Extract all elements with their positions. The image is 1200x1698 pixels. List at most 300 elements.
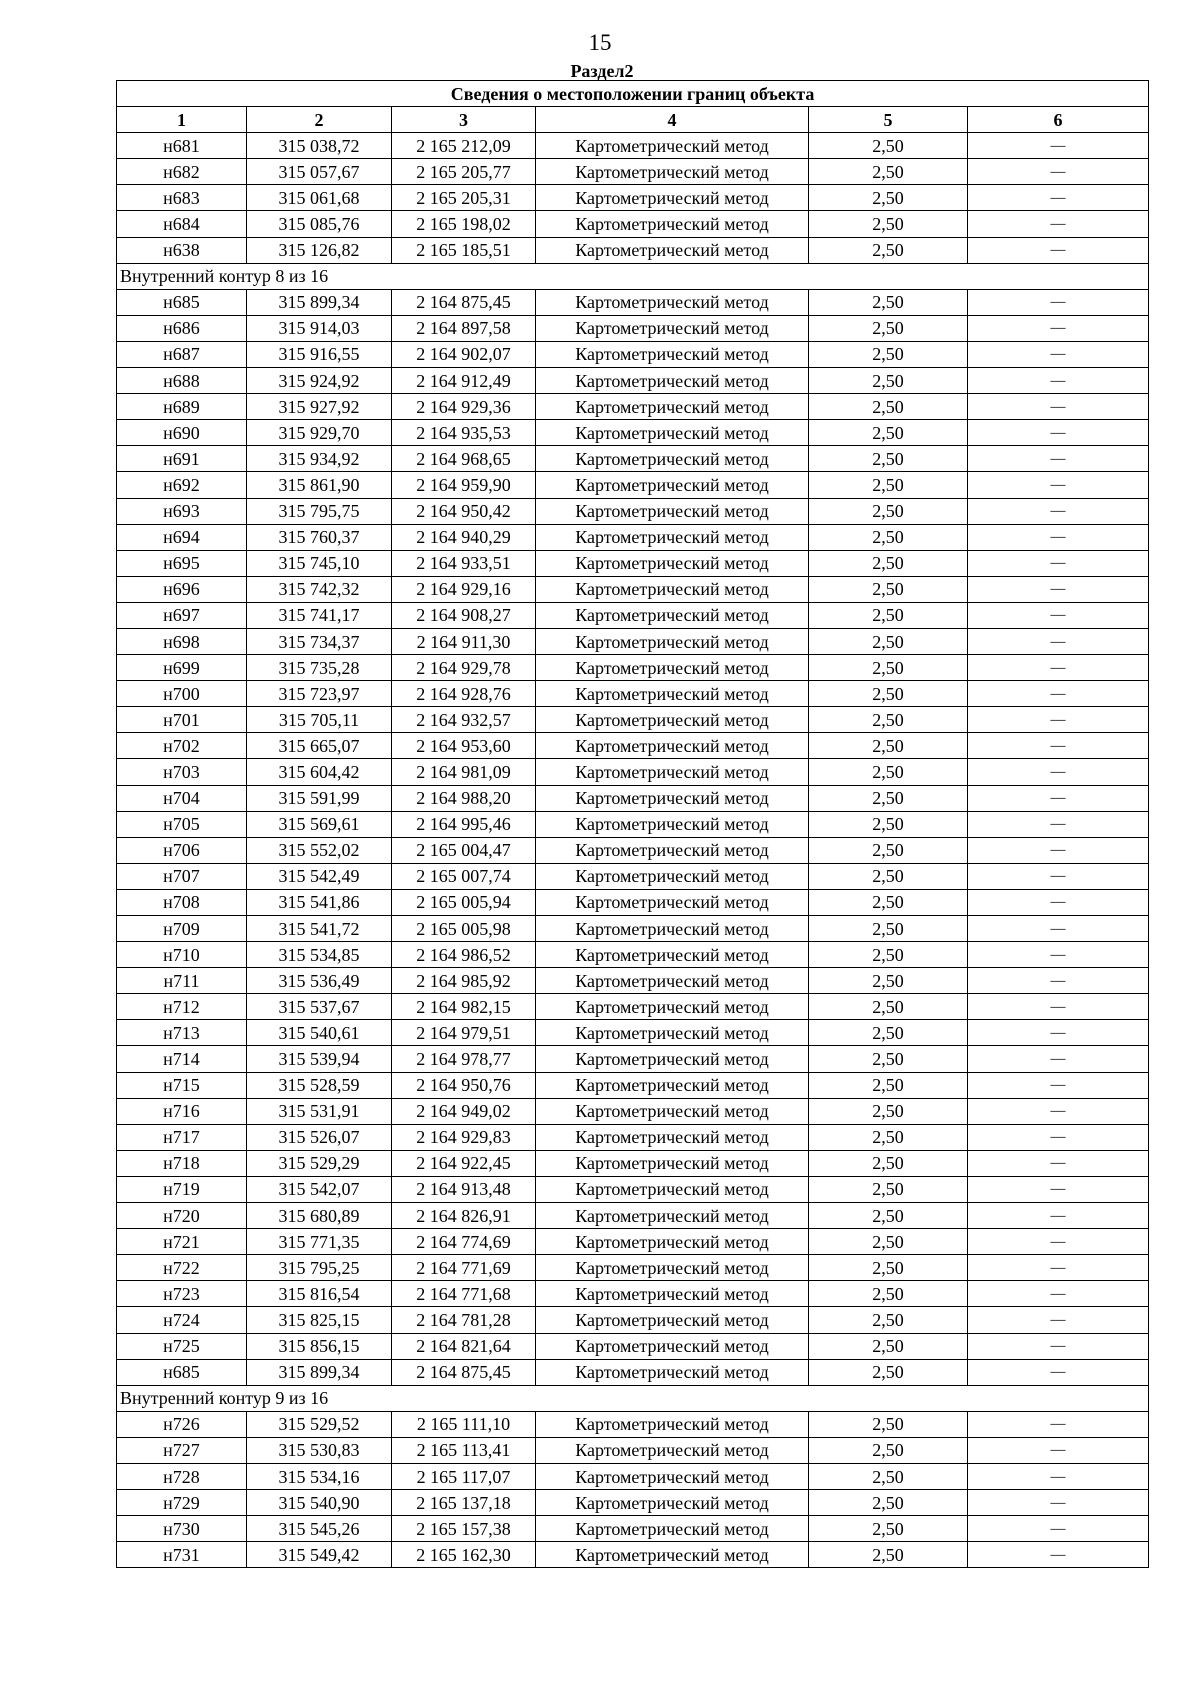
method-cell: Картометрический метод bbox=[536, 472, 809, 498]
y-coordinate-cell: 2 165 005,94 bbox=[392, 889, 536, 915]
x-coordinate-cell: 315 038,72 bbox=[247, 133, 392, 159]
point-id-cell: н701 bbox=[117, 707, 247, 733]
table-row bbox=[117, 968, 1149, 994]
table-row bbox=[117, 1098, 1149, 1124]
description-cell: — bbox=[968, 655, 1149, 681]
description-cell: — bbox=[968, 159, 1149, 185]
point-id-cell: н717 bbox=[117, 1124, 247, 1150]
description-cell: — bbox=[968, 315, 1149, 341]
accuracy-cell: 2,50 bbox=[809, 863, 968, 889]
x-coordinate-cell: 315 126,82 bbox=[247, 237, 392, 263]
description-cell: — bbox=[968, 289, 1149, 315]
description-cell: — bbox=[968, 1463, 1149, 1489]
point-id-cell: н713 bbox=[117, 1020, 247, 1046]
point-id-cell: н726 bbox=[117, 1411, 247, 1437]
x-coordinate-cell: 315 539,94 bbox=[247, 1046, 392, 1072]
method-cell: Картометрический метод bbox=[536, 655, 809, 681]
y-coordinate-cell: 2 165 162,30 bbox=[392, 1542, 536, 1568]
description-cell: — bbox=[968, 133, 1149, 159]
description-cell: — bbox=[968, 1281, 1149, 1307]
accuracy-cell: 2,50 bbox=[809, 1516, 968, 1542]
accuracy-cell: 2,50 bbox=[809, 681, 968, 707]
accuracy-cell: 2,50 bbox=[809, 994, 968, 1020]
accuracy-cell: 2,50 bbox=[809, 1437, 968, 1463]
table-row bbox=[117, 759, 1149, 785]
table-row bbox=[117, 628, 1149, 654]
method-cell: Картометрический метод bbox=[536, 707, 809, 733]
x-coordinate-cell: 315 540,90 bbox=[247, 1490, 392, 1516]
x-coordinate-cell: 315 549,42 bbox=[247, 1542, 392, 1568]
x-coordinate-cell: 315 825,15 bbox=[247, 1307, 392, 1333]
table-row bbox=[117, 1124, 1149, 1150]
description-cell: — bbox=[968, 394, 1149, 420]
method-cell: Картометрический метод bbox=[536, 1255, 809, 1281]
table-row bbox=[117, 1490, 1149, 1516]
x-coordinate-cell: 315 542,07 bbox=[247, 1176, 392, 1202]
y-coordinate-cell: 2 165 212,09 bbox=[392, 133, 536, 159]
accuracy-cell: 2,50 bbox=[809, 707, 968, 733]
point-id-cell: н684 bbox=[117, 211, 247, 237]
description-cell: — bbox=[968, 420, 1149, 446]
y-coordinate-cell: 2 165 198,02 bbox=[392, 211, 536, 237]
description-cell: — bbox=[968, 863, 1149, 889]
method-cell: Картометрический метод bbox=[536, 289, 809, 315]
description-cell: — bbox=[968, 498, 1149, 524]
table-row bbox=[117, 420, 1149, 446]
method-cell: Картометрический метод bbox=[536, 550, 809, 576]
description-cell: — bbox=[968, 942, 1149, 968]
y-coordinate-cell: 2 164 821,64 bbox=[392, 1333, 536, 1359]
column-header: 2 bbox=[247, 107, 392, 133]
x-coordinate-cell: 315 742,32 bbox=[247, 576, 392, 602]
point-id-cell: н698 bbox=[117, 628, 247, 654]
point-id-cell: н638 bbox=[117, 237, 247, 263]
method-cell: Картометрический метод bbox=[536, 1072, 809, 1098]
table-row bbox=[117, 1229, 1149, 1255]
description-cell: — bbox=[968, 994, 1149, 1020]
x-coordinate-cell: 315 861,90 bbox=[247, 472, 392, 498]
y-coordinate-cell: 2 164 929,16 bbox=[392, 576, 536, 602]
description-cell: — bbox=[968, 1098, 1149, 1124]
description-cell: — bbox=[968, 1516, 1149, 1542]
section-title: Раздел2 bbox=[570, 61, 634, 81]
method-cell: Картометрический метод bbox=[536, 968, 809, 994]
point-id-cell: н729 bbox=[117, 1490, 247, 1516]
point-id-cell: н690 bbox=[117, 420, 247, 446]
table-row bbox=[117, 1046, 1149, 1072]
point-id-cell: н682 bbox=[117, 159, 247, 185]
table-row bbox=[117, 655, 1149, 681]
y-coordinate-cell: 2 165 185,51 bbox=[392, 237, 536, 263]
method-cell: Картометрический метод bbox=[536, 1463, 809, 1489]
x-coordinate-cell: 315 916,55 bbox=[247, 341, 392, 367]
point-id-cell: н686 bbox=[117, 315, 247, 341]
accuracy-cell: 2,50 bbox=[809, 1281, 968, 1307]
contour-row bbox=[117, 1385, 1149, 1411]
column-header: 6 bbox=[968, 107, 1149, 133]
point-id-cell: н689 bbox=[117, 394, 247, 420]
y-coordinate-cell: 2 164 981,09 bbox=[392, 759, 536, 785]
x-coordinate-cell: 315 856,15 bbox=[247, 1333, 392, 1359]
method-cell: Картометрический метод bbox=[536, 889, 809, 915]
x-coordinate-cell: 315 552,02 bbox=[247, 837, 392, 863]
y-coordinate-cell: 2 164 950,76 bbox=[392, 1072, 536, 1098]
description-cell: — bbox=[968, 1203, 1149, 1229]
accuracy-cell: 2,50 bbox=[809, 211, 968, 237]
method-cell: Картометрический метод bbox=[536, 628, 809, 654]
point-id-cell: н695 bbox=[117, 550, 247, 576]
point-id-cell: н727 bbox=[117, 1437, 247, 1463]
x-coordinate-cell: 315 927,92 bbox=[247, 394, 392, 420]
point-id-cell: н692 bbox=[117, 472, 247, 498]
x-coordinate-cell: 315 899,34 bbox=[247, 289, 392, 315]
y-coordinate-cell: 2 164 979,51 bbox=[392, 1020, 536, 1046]
x-coordinate-cell: 315 816,54 bbox=[247, 1281, 392, 1307]
description-cell: — bbox=[968, 237, 1149, 263]
y-coordinate-cell: 2 164 995,46 bbox=[392, 811, 536, 837]
point-id-cell: н709 bbox=[117, 916, 247, 942]
table-row bbox=[117, 133, 1149, 159]
y-coordinate-cell: 2 165 157,38 bbox=[392, 1516, 536, 1542]
table-row bbox=[117, 1203, 1149, 1229]
x-coordinate-cell: 315 537,67 bbox=[247, 994, 392, 1020]
accuracy-cell: 2,50 bbox=[809, 1124, 968, 1150]
table-row bbox=[117, 576, 1149, 602]
y-coordinate-cell: 2 164 933,51 bbox=[392, 550, 536, 576]
method-cell: Картометрический метод bbox=[536, 159, 809, 185]
point-id-cell: н719 bbox=[117, 1176, 247, 1202]
table-row bbox=[117, 889, 1149, 915]
point-id-cell: н696 bbox=[117, 576, 247, 602]
point-id-cell: н704 bbox=[117, 785, 247, 811]
table-row bbox=[117, 289, 1149, 315]
y-coordinate-cell: 2 164 929,83 bbox=[392, 1124, 536, 1150]
accuracy-cell: 2,50 bbox=[809, 185, 968, 211]
accuracy-cell: 2,50 bbox=[809, 498, 968, 524]
table-row bbox=[117, 1072, 1149, 1098]
x-coordinate-cell: 315 665,07 bbox=[247, 733, 392, 759]
accuracy-cell: 2,50 bbox=[809, 1359, 968, 1385]
table-row bbox=[117, 1359, 1149, 1385]
point-id-cell: н683 bbox=[117, 185, 247, 211]
x-coordinate-cell: 315 934,92 bbox=[247, 446, 392, 472]
method-cell: Картометрический метод bbox=[536, 733, 809, 759]
x-coordinate-cell: 315 541,72 bbox=[247, 916, 392, 942]
method-cell: Картометрический метод bbox=[536, 576, 809, 602]
method-cell: Картометрический метод bbox=[536, 1203, 809, 1229]
accuracy-cell: 2,50 bbox=[809, 1307, 968, 1333]
point-id-cell: н699 bbox=[117, 655, 247, 681]
point-id-cell: н681 bbox=[117, 133, 247, 159]
table-row bbox=[117, 1281, 1149, 1307]
x-coordinate-cell: 315 741,17 bbox=[247, 602, 392, 628]
table-row bbox=[117, 1255, 1149, 1281]
accuracy-cell: 2,50 bbox=[809, 315, 968, 341]
x-coordinate-cell: 315 795,75 bbox=[247, 498, 392, 524]
y-coordinate-cell: 2 164 953,60 bbox=[392, 733, 536, 759]
method-cell: Картометрический метод bbox=[536, 1281, 809, 1307]
accuracy-cell: 2,50 bbox=[809, 1203, 968, 1229]
column-header: 5 bbox=[809, 107, 968, 133]
point-id-cell: н687 bbox=[117, 341, 247, 367]
y-coordinate-cell: 2 164 959,90 bbox=[392, 472, 536, 498]
x-coordinate-cell: 315 057,67 bbox=[247, 159, 392, 185]
method-cell: Картометрический метод bbox=[536, 1229, 809, 1255]
description-cell: — bbox=[968, 707, 1149, 733]
method-cell: Картометрический метод bbox=[536, 211, 809, 237]
y-coordinate-cell: 2 164 922,45 bbox=[392, 1150, 536, 1176]
x-coordinate-cell: 315 929,70 bbox=[247, 420, 392, 446]
method-cell: Картометрический метод bbox=[536, 368, 809, 394]
y-coordinate-cell: 2 164 949,02 bbox=[392, 1098, 536, 1124]
accuracy-cell: 2,50 bbox=[809, 785, 968, 811]
method-cell: Картометрический метод bbox=[536, 1542, 809, 1568]
description-cell: — bbox=[968, 1411, 1149, 1437]
table-row bbox=[117, 1307, 1149, 1333]
method-cell: Картометрический метод bbox=[536, 1124, 809, 1150]
method-cell: Картометрический метод bbox=[536, 863, 809, 889]
accuracy-cell: 2,50 bbox=[809, 1542, 968, 1568]
description-cell: — bbox=[968, 341, 1149, 367]
y-coordinate-cell: 2 164 911,30 bbox=[392, 628, 536, 654]
table-row bbox=[117, 1437, 1149, 1463]
x-coordinate-cell: 315 531,91 bbox=[247, 1098, 392, 1124]
table-row bbox=[117, 1333, 1149, 1359]
description-cell: — bbox=[968, 185, 1149, 211]
x-coordinate-cell: 315 545,26 bbox=[247, 1516, 392, 1542]
point-id-cell: н718 bbox=[117, 1150, 247, 1176]
method-cell: Картометрический метод bbox=[536, 916, 809, 942]
y-coordinate-cell: 2 165 005,98 bbox=[392, 916, 536, 942]
accuracy-cell: 2,50 bbox=[809, 446, 968, 472]
column-header: 1 bbox=[117, 107, 247, 133]
accuracy-cell: 2,50 bbox=[809, 1255, 968, 1281]
description-cell: — bbox=[968, 550, 1149, 576]
x-coordinate-cell: 315 795,25 bbox=[247, 1255, 392, 1281]
y-coordinate-cell: 2 165 004,47 bbox=[392, 837, 536, 863]
y-coordinate-cell: 2 165 007,74 bbox=[392, 863, 536, 889]
accuracy-cell: 2,50 bbox=[809, 655, 968, 681]
description-cell: — bbox=[968, 1046, 1149, 1072]
accuracy-cell: 2,50 bbox=[809, 368, 968, 394]
table-row bbox=[117, 394, 1149, 420]
table-row bbox=[117, 1150, 1149, 1176]
x-coordinate-cell: 315 536,49 bbox=[247, 968, 392, 994]
description-cell: — bbox=[968, 759, 1149, 785]
description-cell: — bbox=[968, 1255, 1149, 1281]
table-row bbox=[117, 1176, 1149, 1202]
accuracy-cell: 2,50 bbox=[809, 1150, 968, 1176]
table-row bbox=[117, 837, 1149, 863]
x-coordinate-cell: 315 529,52 bbox=[247, 1411, 392, 1437]
table-row bbox=[117, 942, 1149, 968]
table-row bbox=[117, 315, 1149, 341]
description-cell: — bbox=[968, 602, 1149, 628]
table-row bbox=[117, 341, 1149, 367]
table-caption: Сведения о местоположении границ объекта bbox=[117, 81, 1149, 107]
accuracy-cell: 2,50 bbox=[809, 628, 968, 654]
y-coordinate-cell: 2 164 985,92 bbox=[392, 968, 536, 994]
point-id-cell: н694 bbox=[117, 524, 247, 550]
method-cell: Картометрический метод bbox=[536, 681, 809, 707]
x-coordinate-cell: 315 745,10 bbox=[247, 550, 392, 576]
x-coordinate-cell: 315 530,83 bbox=[247, 1437, 392, 1463]
accuracy-cell: 2,50 bbox=[809, 1229, 968, 1255]
contour-label: Внутренний контур 9 из 16 bbox=[117, 1385, 1149, 1411]
x-coordinate-cell: 315 734,37 bbox=[247, 628, 392, 654]
x-coordinate-cell: 315 542,49 bbox=[247, 863, 392, 889]
method-cell: Картометрический метод bbox=[536, 1490, 809, 1516]
method-cell: Картометрический метод bbox=[536, 994, 809, 1020]
column-header: 4 bbox=[536, 107, 809, 133]
point-id-cell: н703 bbox=[117, 759, 247, 785]
table-row bbox=[117, 733, 1149, 759]
y-coordinate-cell: 2 164 929,78 bbox=[392, 655, 536, 681]
method-cell: Картометрический метод bbox=[536, 524, 809, 550]
description-cell: — bbox=[968, 968, 1149, 994]
y-coordinate-cell: 2 164 771,68 bbox=[392, 1281, 536, 1307]
description-cell: — bbox=[968, 472, 1149, 498]
method-cell: Картометрический метод bbox=[536, 1516, 809, 1542]
description-cell: — bbox=[968, 916, 1149, 942]
accuracy-cell: 2,50 bbox=[809, 889, 968, 915]
y-coordinate-cell: 2 164 978,77 bbox=[392, 1046, 536, 1072]
method-cell: Картометрический метод bbox=[536, 1307, 809, 1333]
description-cell: — bbox=[968, 1020, 1149, 1046]
accuracy-cell: 2,50 bbox=[809, 1333, 968, 1359]
x-coordinate-cell: 315 760,37 bbox=[247, 524, 392, 550]
x-coordinate-cell: 315 735,28 bbox=[247, 655, 392, 681]
accuracy-cell: 2,50 bbox=[809, 576, 968, 602]
table-row bbox=[117, 811, 1149, 837]
x-coordinate-cell: 315 604,42 bbox=[247, 759, 392, 785]
point-id-cell: н728 bbox=[117, 1463, 247, 1489]
point-id-cell: н700 bbox=[117, 681, 247, 707]
contour-row bbox=[117, 263, 1149, 289]
point-id-cell: н685 bbox=[117, 289, 247, 315]
page-number: 15 bbox=[588, 30, 612, 55]
point-id-cell: н724 bbox=[117, 1307, 247, 1333]
y-coordinate-cell: 2 164 875,45 bbox=[392, 1359, 536, 1385]
table-row bbox=[117, 916, 1149, 942]
accuracy-cell: 2,50 bbox=[809, 1411, 968, 1437]
method-cell: Картометрический метод bbox=[536, 420, 809, 446]
x-coordinate-cell: 315 526,07 bbox=[247, 1124, 392, 1150]
y-coordinate-cell: 2 164 950,42 bbox=[392, 498, 536, 524]
accuracy-cell: 2,50 bbox=[809, 1490, 968, 1516]
method-cell: Картометрический метод bbox=[536, 1176, 809, 1202]
method-cell: Картометрический метод bbox=[536, 1098, 809, 1124]
point-id-cell: н722 bbox=[117, 1255, 247, 1281]
column-header: 3 bbox=[392, 107, 536, 133]
table-row bbox=[117, 602, 1149, 628]
accuracy-cell: 2,50 bbox=[809, 837, 968, 863]
accuracy-cell: 2,50 bbox=[809, 237, 968, 263]
description-cell: — bbox=[968, 1150, 1149, 1176]
table-row bbox=[117, 681, 1149, 707]
table-row bbox=[117, 368, 1149, 394]
description-cell: — bbox=[968, 368, 1149, 394]
table-row bbox=[117, 159, 1149, 185]
table-row bbox=[117, 446, 1149, 472]
x-coordinate-cell: 315 591,99 bbox=[247, 785, 392, 811]
accuracy-cell: 2,50 bbox=[809, 133, 968, 159]
method-cell: Картометрический метод bbox=[536, 942, 809, 968]
y-coordinate-cell: 2 164 982,15 bbox=[392, 994, 536, 1020]
method-cell: Картометрический метод bbox=[536, 237, 809, 263]
method-cell: Картометрический метод bbox=[536, 1411, 809, 1437]
accuracy-cell: 2,50 bbox=[809, 759, 968, 785]
y-coordinate-cell: 2 164 781,28 bbox=[392, 1307, 536, 1333]
x-coordinate-cell: 315 680,89 bbox=[247, 1203, 392, 1229]
y-coordinate-cell: 2 164 929,36 bbox=[392, 394, 536, 420]
method-cell: Картометрический метод bbox=[536, 811, 809, 837]
point-id-cell: н730 bbox=[117, 1516, 247, 1542]
accuracy-cell: 2,50 bbox=[809, 341, 968, 367]
table-row bbox=[117, 1411, 1149, 1437]
point-id-cell: н714 bbox=[117, 1046, 247, 1072]
table-row bbox=[117, 994, 1149, 1020]
table-row bbox=[117, 1542, 1149, 1568]
accuracy-cell: 2,50 bbox=[809, 968, 968, 994]
method-cell: Картометрический метод bbox=[536, 759, 809, 785]
point-id-cell: н715 bbox=[117, 1072, 247, 1098]
description-cell: — bbox=[968, 811, 1149, 837]
x-coordinate-cell: 315 540,61 bbox=[247, 1020, 392, 1046]
y-coordinate-cell: 2 164 902,07 bbox=[392, 341, 536, 367]
point-id-cell: н691 bbox=[117, 446, 247, 472]
point-id-cell: н706 bbox=[117, 837, 247, 863]
point-id-cell: н712 bbox=[117, 994, 247, 1020]
y-coordinate-cell: 2 164 928,76 bbox=[392, 681, 536, 707]
point-id-cell: н721 bbox=[117, 1229, 247, 1255]
x-coordinate-cell: 315 061,68 bbox=[247, 185, 392, 211]
method-cell: Картометрический метод bbox=[536, 1333, 809, 1359]
method-cell: Картометрический метод bbox=[536, 785, 809, 811]
description-cell: — bbox=[968, 211, 1149, 237]
y-coordinate-cell: 2 164 932,57 bbox=[392, 707, 536, 733]
point-id-cell: н716 bbox=[117, 1098, 247, 1124]
table-row bbox=[117, 185, 1149, 211]
y-coordinate-cell: 2 164 875,45 bbox=[392, 289, 536, 315]
point-id-cell: н725 bbox=[117, 1333, 247, 1359]
accuracy-cell: 2,50 bbox=[809, 1020, 968, 1046]
table-caption-row bbox=[117, 81, 1149, 107]
point-id-cell: н731 bbox=[117, 1542, 247, 1568]
description-cell: — bbox=[968, 1359, 1149, 1385]
x-coordinate-cell: 315 534,85 bbox=[247, 942, 392, 968]
description-cell: — bbox=[968, 1490, 1149, 1516]
point-id-cell: н705 bbox=[117, 811, 247, 837]
y-coordinate-cell: 2 164 988,20 bbox=[392, 785, 536, 811]
contour-label: Внутренний контур 8 из 16 bbox=[117, 263, 1149, 289]
description-cell: — bbox=[968, 837, 1149, 863]
method-cell: Картометрический метод bbox=[536, 498, 809, 524]
accuracy-cell: 2,50 bbox=[809, 1046, 968, 1072]
x-coordinate-cell: 315 541,86 bbox=[247, 889, 392, 915]
accuracy-cell: 2,50 bbox=[809, 289, 968, 315]
table-header-row bbox=[117, 107, 1149, 133]
point-id-cell: н708 bbox=[117, 889, 247, 915]
x-coordinate-cell: 315 771,35 bbox=[247, 1229, 392, 1255]
method-cell: Картометрический метод bbox=[536, 837, 809, 863]
method-cell: Картометрический метод bbox=[536, 1359, 809, 1385]
y-coordinate-cell: 2 164 913,48 bbox=[392, 1176, 536, 1202]
table-row bbox=[117, 1516, 1149, 1542]
point-id-cell: н710 bbox=[117, 942, 247, 968]
method-cell: Картометрический метод bbox=[536, 1150, 809, 1176]
y-coordinate-cell: 2 164 912,49 bbox=[392, 368, 536, 394]
